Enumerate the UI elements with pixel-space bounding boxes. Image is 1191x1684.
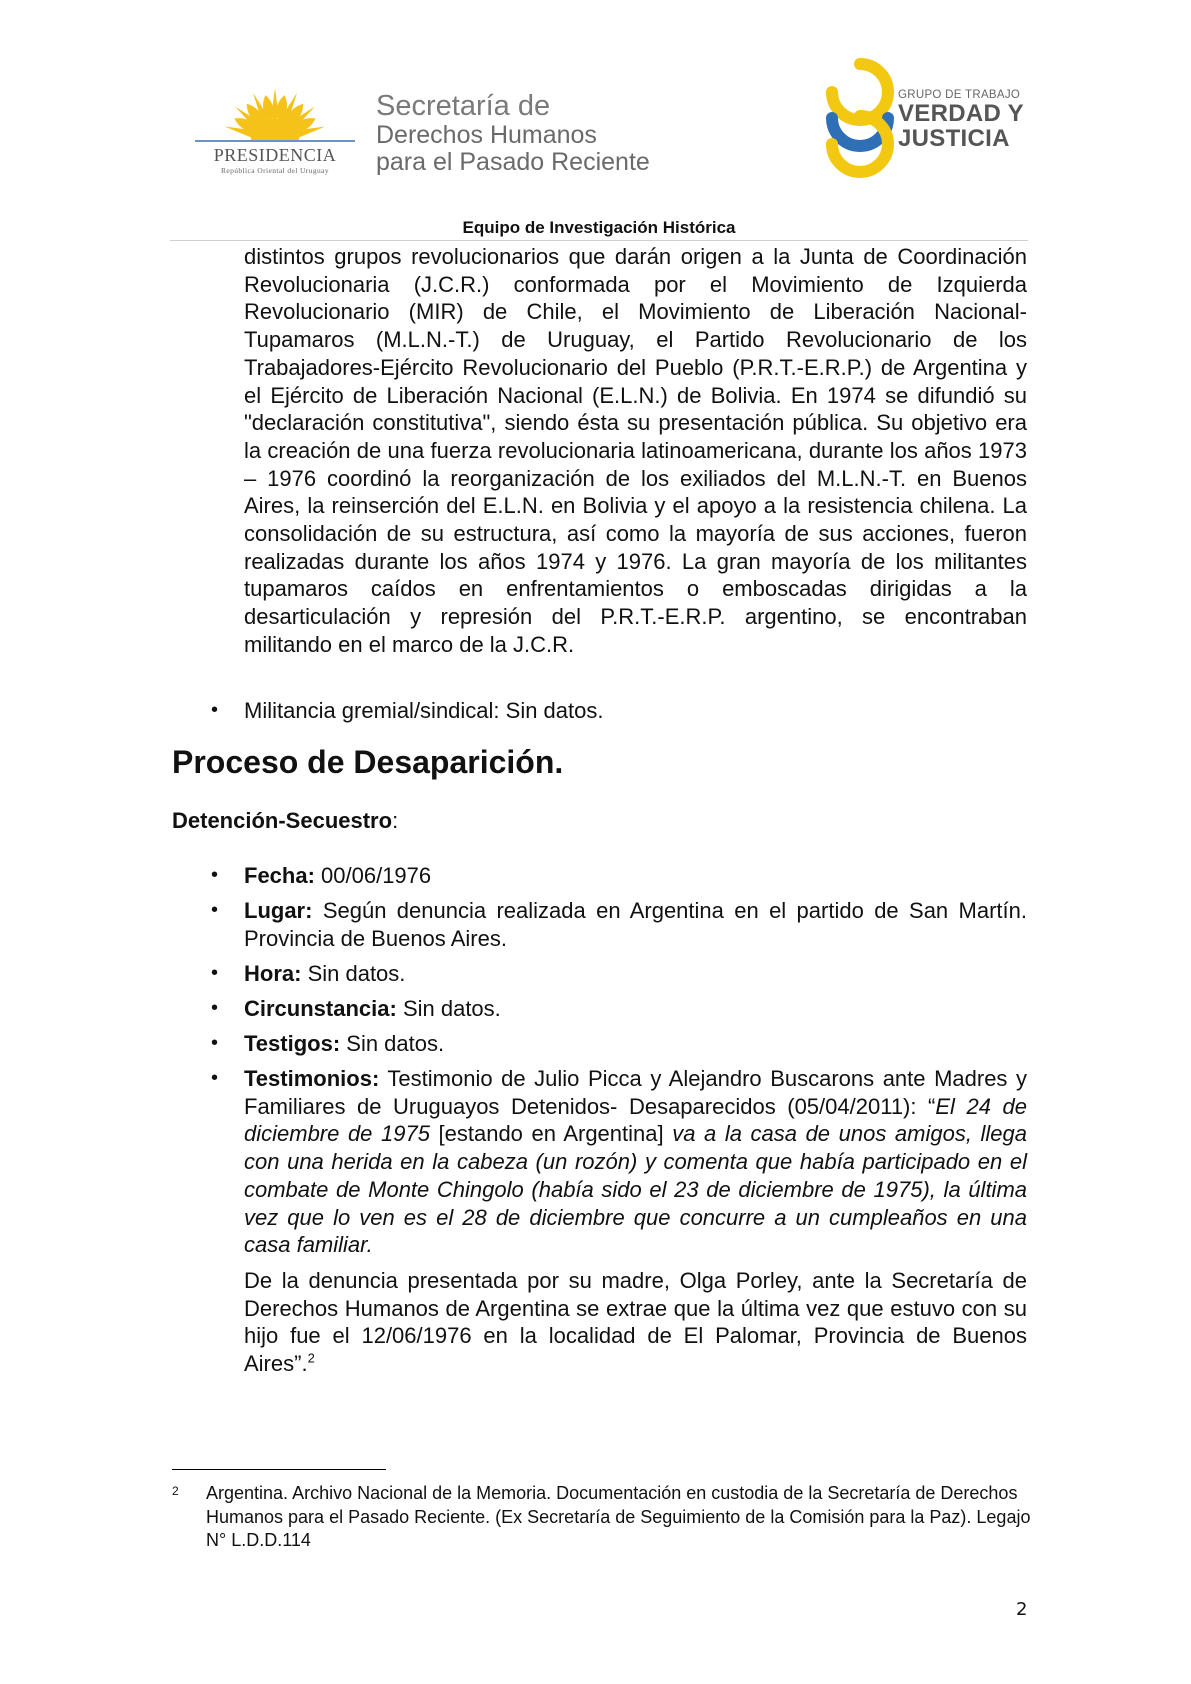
intro-paragraph: distintos grupos revolucionarios que darán origen a la Junta de Coordinación Revolucionaria (J.C.R.) conformada por el Movimiento de Izquierda Revolucionario (MIR) de Chile, el Movimiento de Liberación Nacional-Tupamaros (M.L.N.-T.) de Uruguay, el Partido Revolucionario de los Trabajadores-Ejército Revolucionario del Pueblo (P.R.T.-E.R.P.) de Argentina y el Ejército de Liberación Nacional (E.L.N.) de Bolivia. En 1974 se difundió su "declaración constitutiva", siendo ésta su presentación pública. Su objetivo era la creación de una fuerza revolucionaria latinoamericana, durante los años 1973 – 1976 coordinó la reorganización de los exiliados del M.L.N.-T. en Buenos Aires, la reinserción del E.L.N. en Bolivia y el apoyo a la resistencia chilena. La consolidación de su estructura, así como la mayoría de sus acciones, fueron realizadas durante los años 1974 y 1976. La gran mayoría de los militantes tupamaros caídos en enfrentamientos o emboscadas dirigidas a la desarticulación y represión del P.R.T.-E.R.P. argentino, se encontraban militando en el marco de la J.C.R. bbox=[244, 244, 1027, 657]
fecha-label: Fecha: bbox=[244, 863, 315, 888]
secretaria-line1: Secretaría de bbox=[376, 90, 551, 122]
list-item-testigos bbox=[244, 1030, 1027, 1058]
secretaria-line2: Derechos Humanos bbox=[376, 121, 597, 149]
list-item-testimonios bbox=[244, 1065, 1027, 1259]
grupo-line1: VERDAD Y bbox=[898, 100, 1024, 127]
hora-value: Sin datos. bbox=[301, 961, 406, 986]
team-title: Equipo de Investigación Histórica bbox=[462, 218, 736, 237]
circunstancia-label: Circunstancia: bbox=[244, 996, 397, 1021]
denuncia-text: De la denuncia presentada por su madre, Olga Porley, ante la Secretaría de Derechos Humanos de Argentina se extrae que la última vez que estuvo con su hijo fue el 12/06/1976 en la localidad de El Palomar, Provincia de Buenos Aires”. bbox=[244, 1268, 1027, 1377]
subsection-title bbox=[172, 808, 398, 834]
grupo-small: GRUPO DE TRABAJO bbox=[898, 89, 1021, 101]
page-header bbox=[0, 0, 1191, 250]
verdad-justicia-text bbox=[898, 89, 1024, 151]
footnote-text: Argentina. Archivo Nacional de la Memoria. Documentación en custodia de la Secretaría de Derechos Humanos para el Pasado Reciente. (Ex Secretaría de Seguimiento de la Comisión para la Paz). Legajo N° L.D.D.114 bbox=[206, 1483, 1031, 1550]
denuncia-paragraph bbox=[244, 1267, 1027, 1378]
lugar-value: Según denuncia realizada en Argentina en el partido de San Martín. Provincia de Buenos Aires. bbox=[244, 898, 1027, 951]
subsection-colon: : bbox=[392, 808, 399, 833]
testigos-value: Sin datos. bbox=[340, 1031, 445, 1056]
presidencia-name: PRESIDENCIA bbox=[213, 145, 337, 165]
list-item-militancia: • Militancia gremial/sindical: Sin datos. bbox=[244, 697, 1027, 725]
verdad-justicia-rings-icon bbox=[820, 56, 900, 180]
section-title: Proceso de Desaparición. bbox=[172, 744, 564, 780]
testimonios-intro: Testimonio de Julio Picca y Alejandro Buscarons ante Madres y Familiares de Uruguayos Detenidos- Desaparecidos (05/04/2011): “ bbox=[244, 1066, 1027, 1119]
testimonio-quote-part2: va a la casa de unos amigos, llega con una herida en la cabeza (un rozón) y comenta que había participado en el combate de Monte Chingolo (había sido el 23 de diciembre de 1975), la última vez que lo ven es el 28 de diciembre que concurre a un cumpleaños en una casa familiar. bbox=[244, 1121, 1027, 1258]
footnote-divider bbox=[172, 1469, 386, 1470]
testimonios-label: Testimonios: bbox=[244, 1066, 380, 1091]
secretaria-logo-text bbox=[376, 91, 650, 176]
list-item-circunstancia bbox=[244, 995, 1027, 1023]
presidencia-subtitle: República Oriental del Uruguay bbox=[220, 166, 329, 175]
hora-label: Hora: bbox=[244, 961, 302, 986]
footnote-ref[interactable]: 2 bbox=[307, 1350, 315, 1366]
page-number: 2 bbox=[1016, 1599, 1028, 1620]
subsection-title-text: Detención-Secuestro bbox=[172, 808, 393, 833]
footnote-number: 2 bbox=[172, 1484, 179, 1498]
lugar-label: Lugar: bbox=[244, 898, 313, 923]
header-divider bbox=[170, 240, 1028, 241]
secretaria-line3: para el Pasado Reciente bbox=[376, 148, 650, 176]
testimonio-quote-part1: El 24 de diciembre de 1975 bbox=[244, 1093, 1027, 1147]
testimonio-bracket: [estando en Argentina] bbox=[429, 1121, 673, 1147]
list-item-lugar bbox=[244, 897, 1027, 952]
circunstancia-value: Sin datos. bbox=[396, 996, 501, 1021]
list-item-fecha bbox=[244, 862, 1027, 890]
fecha-value: 00/06/1976 bbox=[314, 863, 432, 888]
testigos-label: Testigos: bbox=[244, 1031, 341, 1056]
grupo-line2: JUSTICIA bbox=[898, 125, 1010, 152]
list-item-hora bbox=[244, 960, 1027, 988]
